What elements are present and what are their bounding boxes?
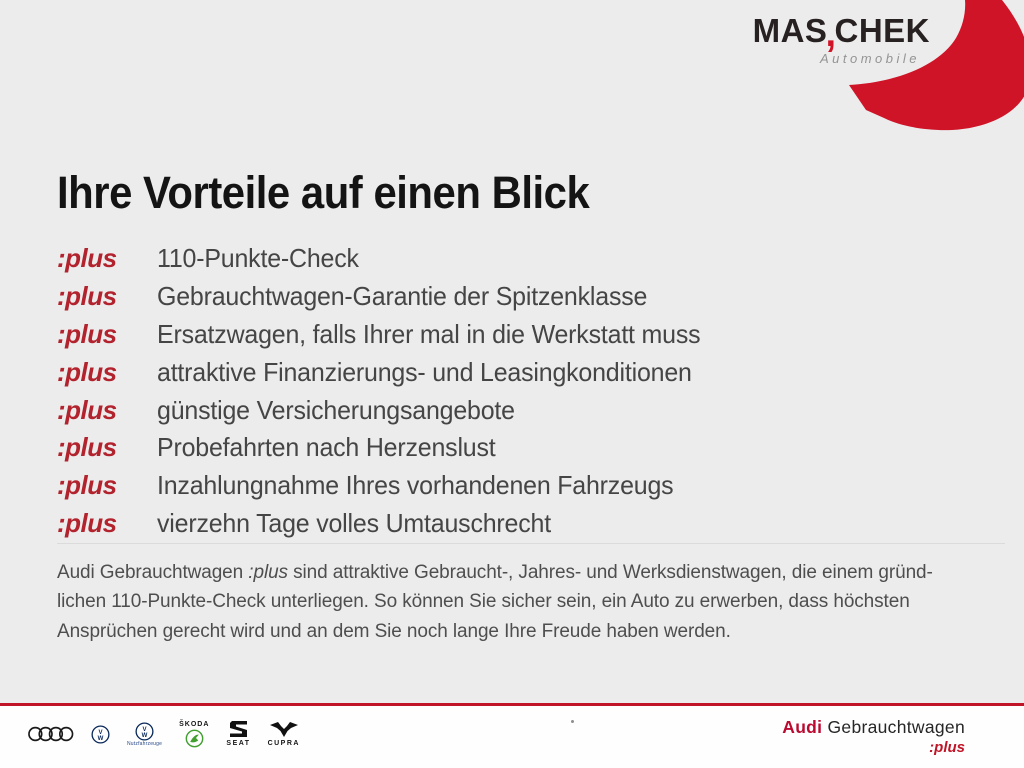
maschek-wordmark-part1: MAS (752, 12, 828, 49)
plus-label: :plus (57, 394, 117, 425)
plus-label: :plus (57, 280, 117, 311)
plus-label: :plus (57, 432, 117, 463)
plus-label: :plus (57, 318, 117, 349)
svg-text:W: W (97, 734, 104, 742)
benefits-list (57, 240, 957, 543)
plus-label: :plus (57, 243, 117, 273)
benefit-text: Ersatzwagen, falls Ihrer mal in die Werkstatt muss (157, 318, 701, 349)
skoda-logo (179, 721, 209, 748)
svg-text:W: W (141, 731, 148, 739)
skoda-wordmark: ŠKODA (179, 720, 210, 728)
disclaimer-line3: Ansprüchen gerecht wird und an dem Sie noch lange Ihre Freude haben werden. (57, 620, 731, 642)
vw-icon (91, 725, 110, 744)
plus-label: :plus (57, 508, 117, 539)
benefit-text: vierzehn Tage volles Umtauschrecht (157, 508, 551, 539)
maschek-wordmark (752, 12, 930, 55)
audi-rings-icon (28, 726, 74, 742)
benefit-text: attraktive Finanzierungs- und Leasingkonditionen (157, 356, 692, 387)
maschek-comma-icon: , (825, 13, 837, 55)
vw-nutzfahrzeuge-logo (127, 722, 162, 747)
disclaimer-line1-pre: Audi Gebrauchtwagen (57, 562, 249, 583)
benefit-item (57, 278, 957, 316)
disclaimer-plus: :plus (248, 562, 288, 583)
audi-wordmark: Audi (782, 717, 823, 737)
seat-caption: SEAT (226, 740, 251, 747)
brand-logos-row (28, 711, 300, 757)
svg-text:V: V (142, 725, 147, 733)
cupra-icon (270, 721, 298, 738)
benefit-item (57, 354, 957, 392)
benefit-item (57, 429, 957, 467)
benefit-item (57, 240, 957, 278)
cupra-logo (268, 721, 300, 747)
cupra-caption: CUPRA (267, 740, 300, 747)
disclaimer-text (57, 558, 977, 646)
benefit-item (57, 392, 957, 430)
audi-gebrauchtwagen-wordmark (782, 717, 965, 737)
divider-line (57, 543, 1005, 544)
skoda-icon (185, 729, 204, 748)
dust-speck (571, 720, 574, 723)
benefit-item (57, 505, 957, 543)
vw-nutzfahrzeuge-icon (135, 722, 154, 741)
benefit-text: Inzahlungnahme Ihres vorhandenen Fahrzeugs (157, 470, 674, 501)
plus-wordmark: :plus (929, 739, 965, 757)
seat-logo (226, 721, 250, 747)
vw-logo (91, 725, 110, 744)
seat-icon (227, 721, 249, 738)
benefit-item (57, 316, 957, 354)
benefit-text: Probefahrten nach Herzenslust (157, 432, 496, 463)
page-title: Ihre Vorteile auf einen Blick (57, 167, 590, 218)
maschek-subtitle: Automobile (819, 50, 920, 66)
benefit-text: günstige Versicherungsangebote (157, 394, 515, 425)
maschek-wordmark-part2: CHEK (834, 12, 930, 49)
benefit-text: 110-Punkte-Check (157, 243, 359, 273)
benefit-text: Gebrauchtwagen-Garantie der Spitzenklasse (157, 280, 648, 311)
vw-nutzfahrzeuge-caption: Nutzfahrzeuge (127, 740, 163, 747)
plus-label: :plus (57, 470, 117, 501)
plus-label: :plus (57, 356, 117, 387)
benefit-item (57, 467, 957, 505)
disclaimer-line2: lichen 110-Punkte-Check unterliegen. So können Sie sicher sein, ein Auto zu erwerben, dass höchsten (57, 591, 910, 613)
disclaimer-line1-post: sind attraktive Gebraucht-, Jahres- und Werksdienstwagen, die einem gründ- (287, 562, 933, 583)
svg-text:V: V (98, 728, 103, 736)
maschek-logo (753, 12, 930, 65)
audi-gebrauchtwagen-plus-logo (782, 717, 965, 756)
gebrauchtwagen-label: Gebrauchtwagen (827, 717, 965, 737)
